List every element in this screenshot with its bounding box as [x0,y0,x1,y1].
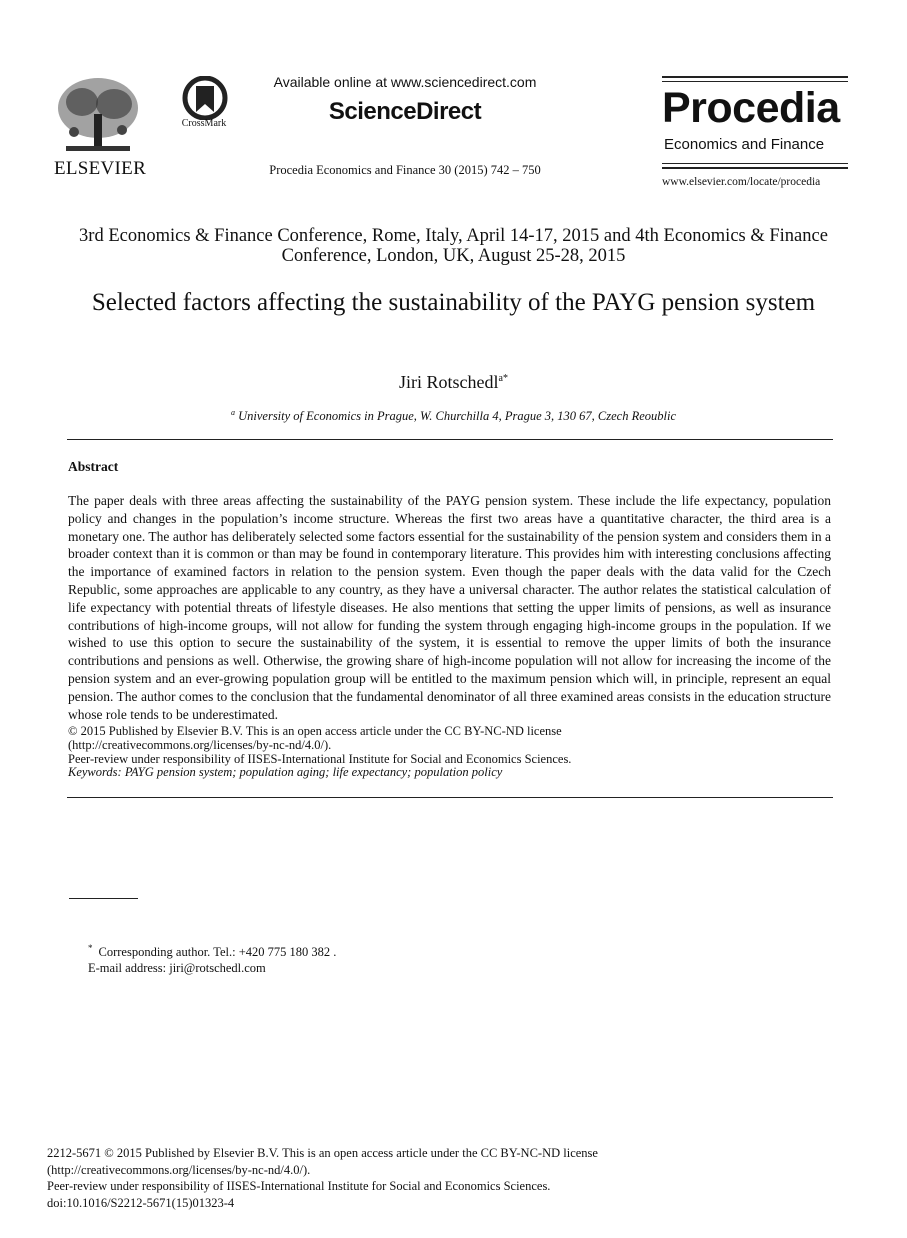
bottom-peer-review-line: Peer-review under responsibility of IISES-International Institute for Social and Economics Sciences. [47,1179,551,1193]
abstract-heading: Abstract [68,459,119,474]
bottom-license-link[interactable]: (http://creativecommons.org/licenses/by-nc-nd/4.0/). [47,1162,311,1177]
author-line [60,372,847,393]
copyright-line: © 2015 Published by Elsevier B.V. This is an open access article under the CC BY-NC-ND license [68,724,562,738]
issn-copyright-line: 2212-5671 © 2015 Published by Elsevier B.V. This is an open access article under the CC BY-NC-ND license [47,1146,598,1160]
bottom-copyright-block [47,1145,847,1211]
license-link[interactable]: (http://creativecommons.org/licenses/by-nc-nd/4.0/). [68,737,332,752]
peer-review-line: Peer-review under responsibility of IISES-International Institute for Social and Economics Sciences. [68,751,572,766]
journal-reference: Procedia Economics and Finance 30 (2015) 742 – 750 [269,163,541,177]
divider [662,163,848,164]
affiliation-text: University of Economics in Prague, W. Churchilla 4, Prague 3, 130 67, Czech Reoublic [238,409,677,424]
journal-url-link[interactable]: www.elsevier.com/locate/procedia [662,176,821,188]
keywords-text: PAYG pension system; population aging; life expectancy; population policy [124,765,503,780]
divider [662,81,848,82]
elsevier-wordmark: ELSEVIER [53,158,147,179]
author-marks: a* [498,373,508,384]
corresponding-author-footnote [88,943,336,960]
footnote-mark: * [88,943,93,953]
journal-subtitle: Economics and Finance [664,136,825,153]
paper-title: Selected factors affecting the sustainability of the PAYG pension system [91,289,816,316]
divider [67,439,833,440]
author-name: Jiri Rotschedl [399,372,499,392]
affiliation-line [60,408,847,424]
conference-line: 3rd Economics & Finance Conference, Rome, Italy, April 14-17, 2015 and 4th Economics & Finance Conference, London, UK, August 25-28, 2015 [79,226,828,266]
divider [662,167,848,169]
abstract-body: The paper deals with three areas affecting the sustainability of the PAYG pension system. These include the life expectancy, population policy and changes in the population’s income structure. Whereas the first two areas have a quantitative character, the third area is a monetary one. The author has deliberately selected some factors essential for the sustainability of the pension system and considers them in a broader context than it is common or than may be found in contemporary literature. This provides him with interesting conclusions affecting the importance of examined factors in relation to the pension system. Even though the paper deals with the data valid for the Czech Republic, some approaches are applicable to any country, as they have a universal character. The author relates the statistical calculation of life expectancy with potential threats of lifestyle diseases. He also mentions that setting the upper limits of pensions, as well as insurance contributions of high-income groups, will not allow for funding the system through engaging high-income groups in the population. If we wished to use this option to secure the sustainability of the system, it is essential to remove the upper limits of both the insurance contributions and pensions as well. Otherwise, the growing share of high-income population will not allow for increasing the income of the pension system and an ever-growing population group will be entitled to the maximum pension which will, in principle, represent an equal pension. The author comes to the conclusion that the fundamental denominator of all three examined areas consists in the education structure whose role tends to be underestimated. [68,493,831,722]
affiliation-mark: a [230,408,235,417]
email-footnote: E-mail address: jiri@rotschedl.com [88,961,266,975]
available-online-text: Available online at www.sciencedirect.com [273,74,537,90]
doi-line[interactable]: doi:10.1016/S2212-5671(15)01323-4 [47,1195,235,1210]
crossmark-label: CrossMark [181,118,227,129]
procedia-logo: Procedia [662,84,840,132]
divider [67,797,833,798]
corresponding-text: Corresponding author. Tel.: +420 775 180 382 . [98,945,337,960]
article-meta [68,725,831,780]
keywords-line [68,766,831,780]
footnote-divider [69,898,138,899]
sciencedirect-logo[interactable]: ScienceDirect [328,98,482,125]
divider [662,76,848,78]
keywords-label: Keywords: [68,765,122,780]
